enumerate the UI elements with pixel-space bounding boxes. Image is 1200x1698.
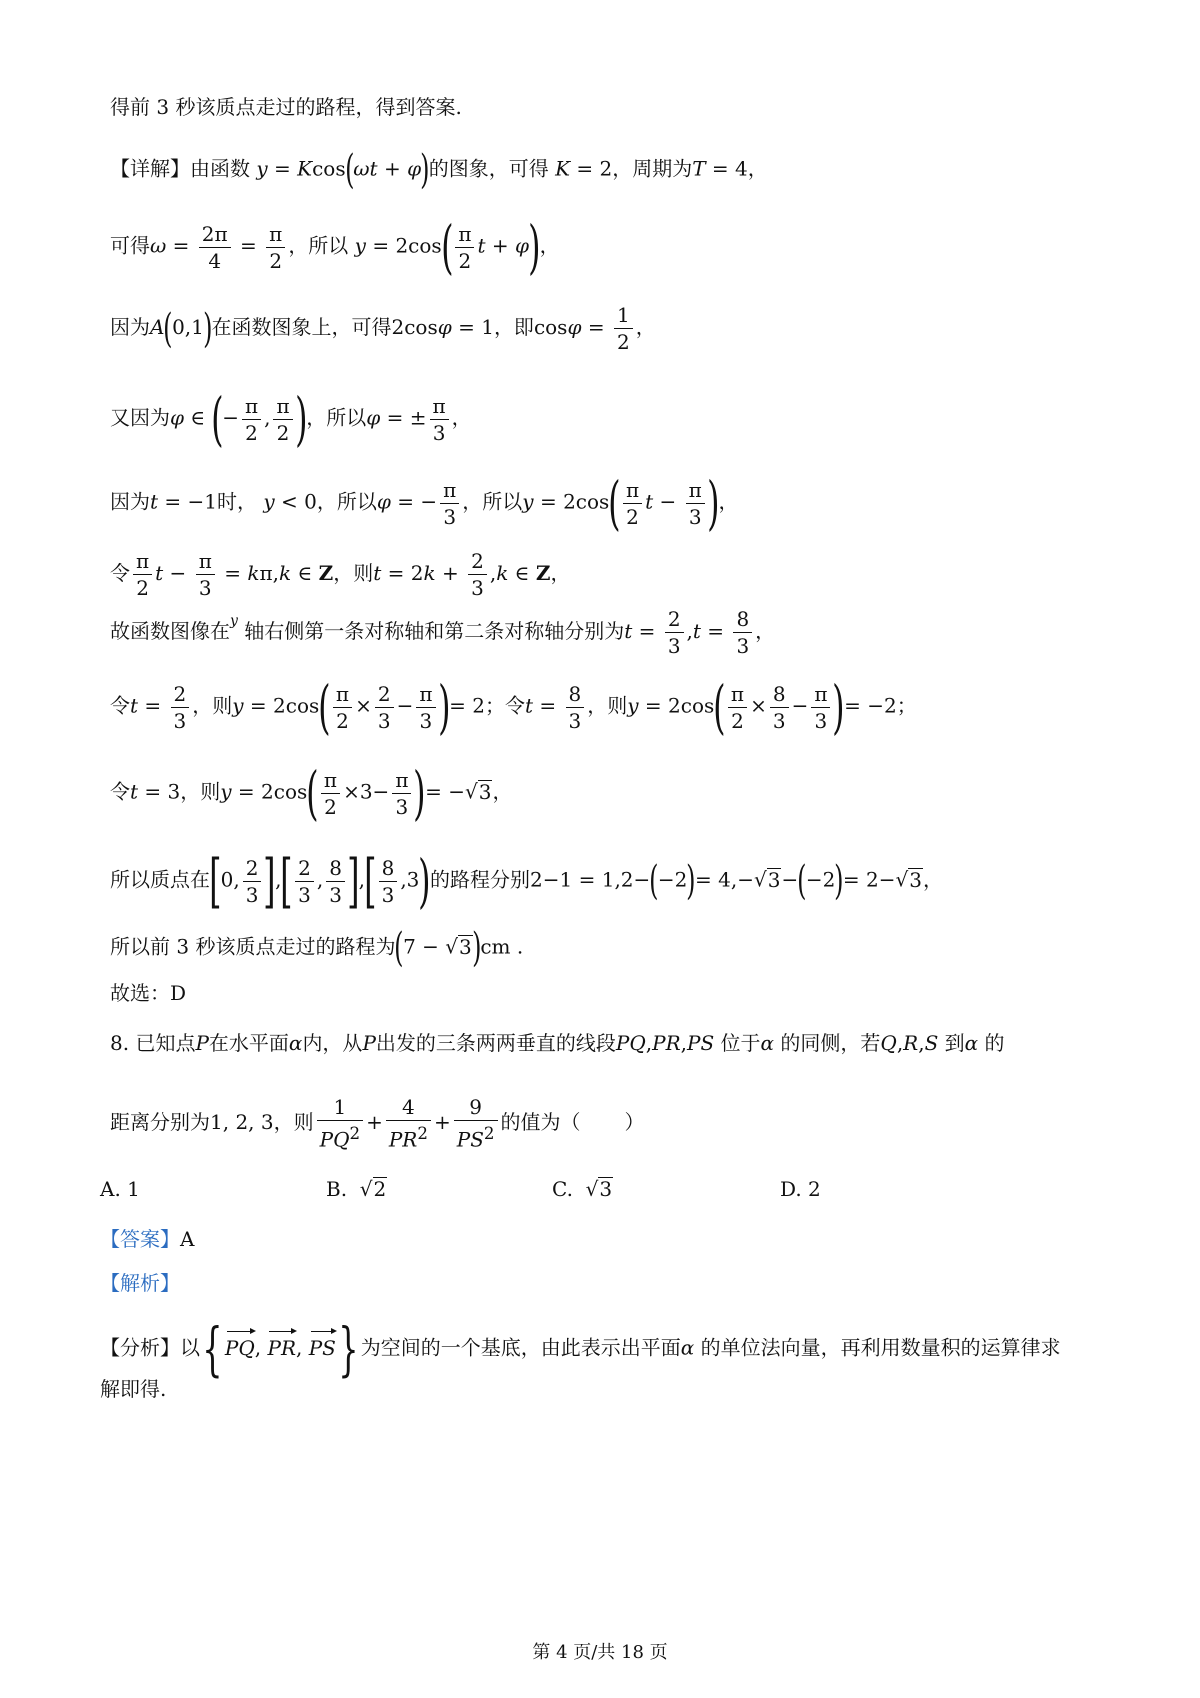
answer-label: 【答案】 <box>100 1227 180 1251</box>
text-line: 【详解】由函数 y = Kcos(ωt + φ)的图象，可得 K = 2，周期为T = 4， <box>110 147 768 193</box>
formula-line: 因为A(0,1)在函数图象上，可得2cosφ = 1，即cosφ = $\frac{1}{2}$ ， <box>110 303 656 354</box>
answer-line: 【答案】A <box>100 1227 195 1251</box>
question-8-stem: 8. 已知点P在水平面α内，从P出发的三条两两垂直的线段PQ,PR,PS 位于α 的同侧，若Q,R,S 到α 的 <box>110 1031 1005 1055</box>
formula-line: 所以质点在[0, $\frac{2}{3}$ ],[ $\frac{2}{3}$ , $\frac{8}{3}$ ],[ $\frac{8}{3}$ ,3)的路程分别2−1 = 1,2−(−2)= 4,−√3−(−2)= 2−√3， <box>110 847 943 915</box>
formula-line: 令t = $\frac{2}{3}$ ，则y = 2cos( $\frac{\pi}{2}$ × $\frac{2}{3}$ − $\frac{\pi}{3}$ )= 2；令t = $\frac{8}{3}$ ，则y = 2cos( $\frac{\pi}{2}$ × $\frac{8}{3}$ − $\frac{\pi}{3}$ )= −2； <box>110 673 917 741</box>
formula-line: 可得ω = $\frac{2\pi}{4}$ = $\frac{\pi}{2}$ ，所以 y = 2cos( $\frac{\pi}{2}$ t + φ)， <box>110 213 560 281</box>
page-footer: 第 4 页/共 18 页 <box>532 1642 668 1663</box>
analysis-line: 【分析】以{ PQ, PR, PS} 为空间的一个基底，由此表示出平面α 的单位法向量，再利用数量积的运算律求 <box>100 1315 1061 1383</box>
formula-line: 故函数图像在$^y$ 轴右侧第一条对称轴和第二条对称轴分别为t = $\frac{2}{3}$ ,t = $\frac{8}{3}$ ， <box>110 607 776 658</box>
option-a[interactable]: A. 1 <box>100 1177 140 1201</box>
formula-line: 又因为φ ∈ (− $\frac{\pi}{2}$ , $\frac{\pi}{2}$ )，所以φ = ± $\frac{\pi}{3}$ ， <box>110 385 472 453</box>
analysis-line: 解即得. <box>100 1377 167 1401</box>
analysis-label: 【解析】 <box>100 1271 180 1295</box>
formula-line: 所以前 3 秒该质点走过的路程为(7 − √3)cm . <box>110 925 524 971</box>
text-line: 得前 3 秒该质点走过的路程，得到答案. <box>110 95 462 119</box>
text-line: 故选：D <box>110 981 187 1005</box>
formula-line: 令t = 3，则y = 2cos( $\frac{\pi}{2}$ ×3− $\frac{\pi}{3}$ )= −√3， <box>110 759 513 827</box>
option-d[interactable]: D. 2 <box>780 1177 821 1201</box>
option-b[interactable]: B. √2 <box>326 1177 387 1201</box>
option-c[interactable]: C. √3 <box>552 1177 613 1201</box>
formula-line: 令 $\frac{\pi}{2}$ t − $\frac{\pi}{3}$ = kπ,k ∈ Z，则t = 2k + $\frac{2}{3}$ ,k ∈ Z， <box>110 549 571 600</box>
formula-line: 因为t = −1时， y < 0，所以φ = − $\frac{\pi}{3}$ ，所以y = 2cos( $\frac{\pi}{2}$ t − $\frac{\pi}{3}$ )， <box>110 469 739 537</box>
question-8-stem: 距离分别为1, 2, 3，则 $\frac{1}{PQ^2}$ + $\frac{4}{PR^2}$ + $\frac{9}{PS^2}$ 的值为（ ） <box>110 1095 645 1152</box>
